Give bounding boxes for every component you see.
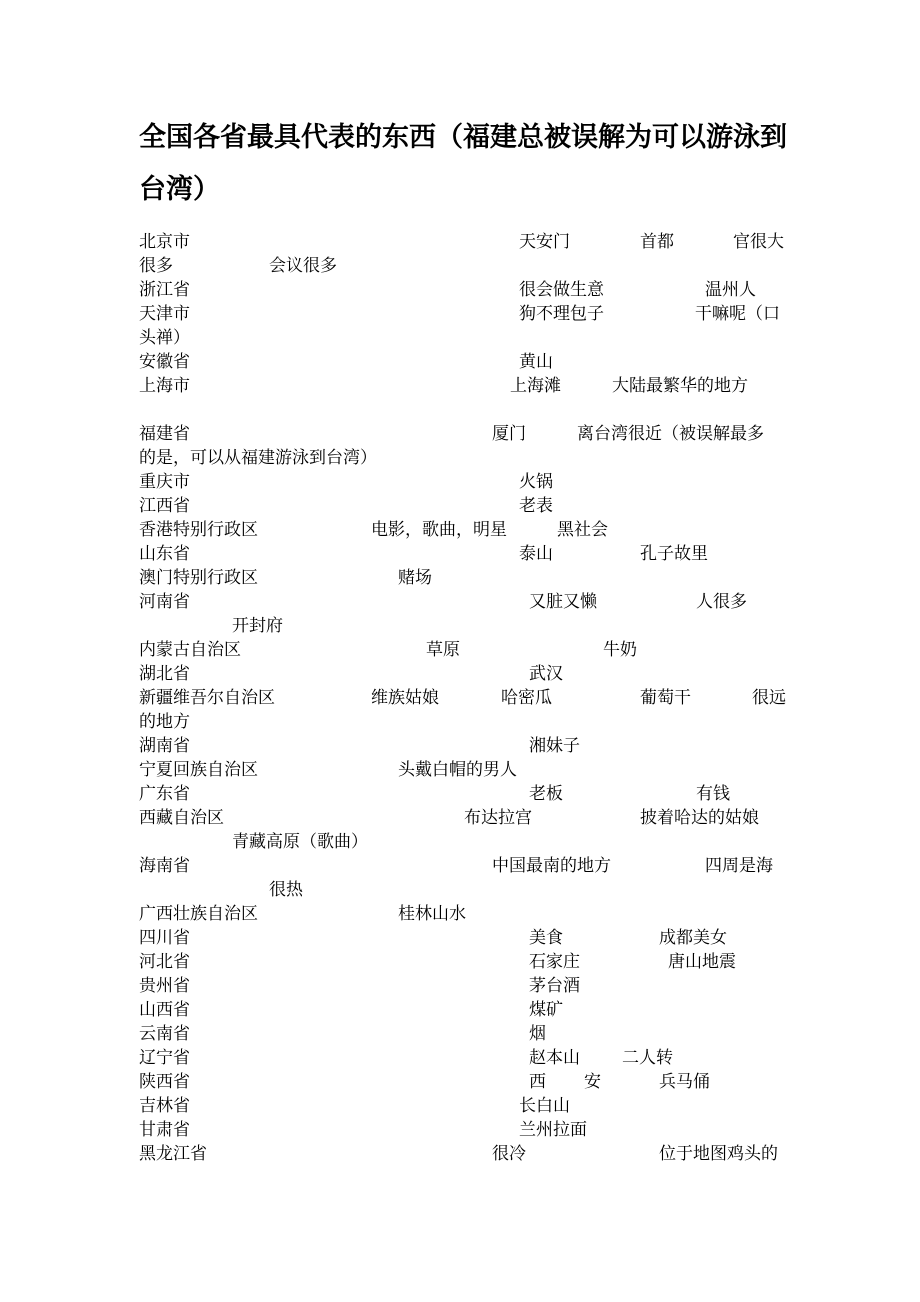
line-lead-text: 香港特别行政区 — [139, 520, 258, 540]
text-line — [139, 614, 799, 638]
text-line — [139, 566, 799, 590]
line-item-text: 兵马俑 — [659, 1072, 710, 1092]
text-line — [139, 446, 799, 470]
text-line — [139, 1094, 799, 1118]
line-item-text: 葡萄干 — [640, 688, 691, 708]
line-lead-text: 山东省 — [139, 544, 190, 564]
line-item-text: 美食 — [529, 928, 563, 948]
text-line — [139, 494, 799, 518]
line-lead-text: 北京市 — [139, 232, 190, 252]
line-item-text: 老板 — [529, 784, 563, 804]
line-item-text: 煤矿 — [529, 1000, 563, 1020]
document-title: 全国各省最具代表的东西（福建总被误解为可以游泳到台湾） — [139, 122, 787, 205]
line-item-text: 上海滩 — [510, 376, 561, 396]
line-lead-text: 辽宁省 — [139, 1048, 190, 1068]
text-line — [139, 782, 799, 806]
text-line — [139, 734, 799, 758]
text-line — [139, 590, 799, 614]
line-lead-text: 的是，可以从福建游泳到台湾） — [139, 448, 377, 468]
line-item-text: 烟 — [529, 1024, 546, 1044]
line-lead-text: 陕西省 — [139, 1072, 190, 1092]
text-line — [139, 830, 799, 854]
line-lead-text: 甘肃省 — [139, 1120, 190, 1140]
line-item-text: 青藏高原（歌曲） — [232, 832, 368, 852]
line-item-text: 会议很多 — [269, 256, 337, 276]
line-item-text: 人很多 — [696, 592, 747, 612]
line-item-text: 老表 — [519, 496, 553, 516]
line-item-text: 湘妹子 — [529, 736, 580, 756]
line-item-text: 又脏又懒 — [529, 592, 597, 612]
line-item-text: 石家庄 — [529, 952, 580, 972]
line-lead-text: 河北省 — [139, 952, 190, 972]
text-line — [139, 950, 799, 974]
line-item-text: 披着哈达的姑娘 — [640, 808, 759, 828]
line-lead-text: 河南省 — [139, 592, 190, 612]
line-lead-text: 广东省 — [139, 784, 190, 804]
line-item-text: 草原 — [426, 640, 460, 660]
line-item-text: 电影，歌曲，明星 — [371, 520, 507, 540]
line-lead-text: 新疆维吾尔自治区 — [139, 688, 275, 708]
text-line — [139, 710, 799, 734]
text-line — [139, 926, 799, 950]
line-item-text: 很会做生意 — [519, 280, 604, 300]
text-line — [139, 542, 799, 566]
line-item-text: 首都 — [640, 232, 674, 252]
text-line — [139, 878, 799, 902]
text-line — [139, 374, 799, 398]
line-item-text: 布达拉宫 — [464, 808, 532, 828]
text-line — [139, 758, 799, 782]
line-lead-text: 黑龙江省 — [139, 1144, 207, 1164]
line-item-text: 二人转 — [622, 1048, 673, 1068]
line-item-text: 唐山地震 — [668, 952, 736, 972]
line-item-text: 长白山 — [519, 1096, 570, 1116]
text-line — [139, 230, 799, 254]
line-lead-text: 福建省 — [139, 424, 190, 444]
line-item-text: 赌场 — [398, 568, 432, 588]
line-item-text: 开封府 — [232, 616, 283, 636]
line-lead-text: 澳门特别行政区 — [139, 568, 258, 588]
line-item-text: 四周是海 — [705, 856, 773, 876]
line-lead-text: 上海市 — [139, 376, 190, 396]
line-item-text: 火锅 — [519, 472, 553, 492]
text-line — [139, 350, 799, 374]
line-lead-text: 重庆市 — [139, 472, 190, 492]
text-line — [139, 470, 799, 494]
line-item-text: 天安门 — [519, 232, 570, 252]
line-item-text: 大陆最繁华的地方 — [612, 376, 748, 396]
line-item-text: 安 — [584, 1072, 601, 1092]
line-item-text: 赵本山 — [529, 1048, 580, 1068]
line-item-text: 温州人 — [705, 280, 756, 300]
line-item-text: 茅台酒 — [529, 976, 580, 996]
line-item-text: 头戴白帽的男人 — [398, 760, 517, 780]
line-item-text: 泰山 — [519, 544, 553, 564]
line-item-text: 离台湾很近（被误解最多 — [577, 424, 764, 444]
text-line — [139, 302, 799, 326]
text-line — [139, 974, 799, 998]
line-item-text: 西 — [529, 1072, 546, 1092]
text-line — [139, 518, 799, 542]
line-item-text: 牛奶 — [603, 640, 637, 660]
line-item-text: 黑社会 — [557, 520, 608, 540]
line-lead-text: 头禅） — [139, 328, 190, 348]
line-item-text: 很热 — [269, 880, 303, 900]
line-item-text: 中国最南的地方 — [492, 856, 611, 876]
line-lead-text: 山西省 — [139, 1000, 190, 1020]
line-item-text: 桂林山水 — [398, 904, 466, 924]
text-line — [139, 806, 799, 830]
text-line — [139, 422, 799, 446]
line-lead-text: 湖南省 — [139, 736, 190, 756]
text-line — [139, 902, 799, 926]
line-item-text: 干嘛呢（口 — [695, 304, 780, 324]
line-lead-text: 很多 — [139, 256, 173, 276]
line-lead-text: 安徽省 — [139, 352, 190, 372]
text-line — [139, 854, 799, 878]
line-item-text: 武汉 — [529, 664, 563, 684]
line-lead-text: 浙江省 — [139, 280, 190, 300]
line-lead-text: 广西壮族自治区 — [139, 904, 258, 924]
line-lead-text: 天津市 — [139, 304, 190, 324]
line-item-text: 有钱 — [696, 784, 730, 804]
line-lead-text: 湖北省 — [139, 664, 190, 684]
line-item-text: 孔子故里 — [640, 544, 708, 564]
line-item-text: 很远 — [752, 688, 786, 708]
line-lead-text: 江西省 — [139, 496, 190, 516]
text-line — [139, 278, 799, 302]
text-line — [139, 326, 799, 350]
text-line — [139, 1070, 799, 1094]
line-item-text: 官很大 — [733, 232, 784, 252]
line-lead-text: 宁夏回族自治区 — [139, 760, 258, 780]
line-item-text: 很冷 — [492, 1144, 526, 1164]
line-lead-text: 的地方 — [139, 712, 190, 732]
text-line — [139, 1142, 799, 1166]
text-line — [139, 638, 799, 662]
line-lead-text: 吉林省 — [139, 1096, 190, 1116]
line-item-text: 哈密瓜 — [501, 688, 552, 708]
line-item-text: 厦门 — [492, 424, 526, 444]
line-item-text: 狗不理包子 — [519, 304, 604, 324]
line-lead-text: 西藏自治区 — [139, 808, 224, 828]
text-line — [139, 254, 799, 278]
text-line — [139, 998, 799, 1022]
line-item-text: 维族姑娘 — [371, 688, 439, 708]
text-line — [139, 1046, 799, 1070]
line-lead-text: 四川省 — [139, 928, 190, 948]
text-line — [139, 1022, 799, 1046]
line-lead-text: 贵州省 — [139, 976, 190, 996]
line-item-text: 成都美女 — [659, 928, 727, 948]
line-lead-text: 云南省 — [139, 1024, 190, 1044]
line-item-text: 位于地图鸡头的 — [659, 1144, 778, 1164]
text-line — [139, 662, 799, 686]
line-item-text: 黄山 — [519, 352, 553, 372]
text-line — [139, 686, 799, 710]
line-lead-text: 海南省 — [139, 856, 190, 876]
line-lead-text: 内蒙古自治区 — [139, 640, 241, 660]
line-item-text: 兰州拉面 — [519, 1120, 587, 1140]
text-line — [139, 1118, 799, 1142]
